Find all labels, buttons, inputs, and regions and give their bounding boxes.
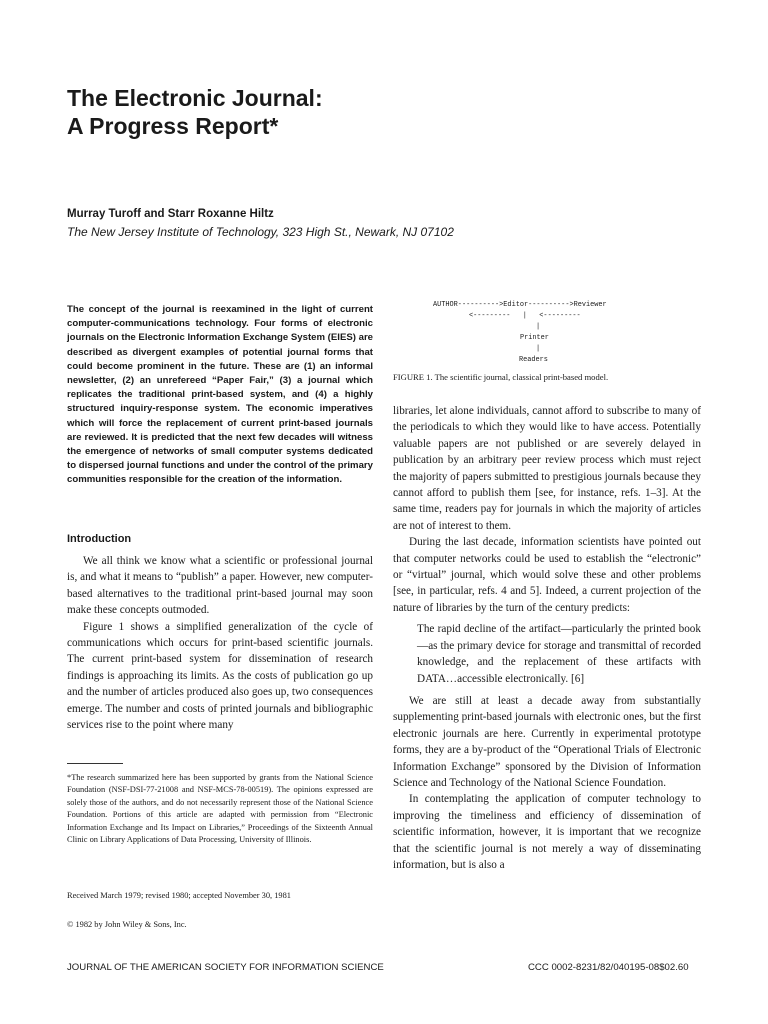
- author-affiliation: The New Jersey Institute of Technology, 323 High St., Newark, NJ 07102: [67, 225, 454, 239]
- footnote-divider: [67, 763, 123, 764]
- article-title: [67, 84, 687, 140]
- figure-line-2: <--------- | <---------: [469, 312, 581, 320]
- block-quote: The rapid decline of the artifact—particularly the printed book—as the primary device for storage and transmittal of recorded knowledge, and the replacement of these artifacts with DATA…accessible electronically. [6]: [417, 623, 701, 685]
- section-heading-introduction: Introduction: [67, 533, 132, 545]
- figure-line-4: Printer: [520, 334, 549, 342]
- right-paragraph-1: libraries, let alone individuals, cannot afford to subscribe to many of the periodicals to which they would like to have access. Potentially valuable papers are not published or are severely delayed in publication by an arbitrary peer review process which must reject the majority of papers submitted to prestigious journals because they cannot afford to publish them [see, for instance, refs. 1–3]. At the same time, readers pay for journals in which the majority of articles are not of interest to them.: [393, 405, 701, 532]
- figure-line-3: |: [536, 323, 541, 331]
- right-column-body: [393, 403, 701, 873]
- copyright-notice: © 1982 by John Wiley & Sons, Inc.: [67, 920, 187, 929]
- title-line-2: A Progress Report*: [67, 113, 279, 139]
- author-names: Murray Turoff and Starr Roxanne Hiltz: [67, 208, 274, 220]
- received-dates: Received March 1979; revised 1980; accepted November 30, 1981: [67, 891, 291, 900]
- intro-paragraph-2: Figure 1 shows a simplified generalization of the cycle of communications which occurs for print-based scientific journals. The current print-based system for dissemination of research findings is approaching its limits. As the costs of publication go up and the number of articles produced also goes up, two consequences emerge. The number and costs of printed journals and bibliographic services rise to the point where many: [67, 620, 374, 732]
- figure-line-6: Readers: [519, 356, 548, 364]
- right-paragraph-4: In contemplating the application of computer technology to improving the timeliness and efficiency of dissemination of scientific information, however, it is important that we recognize that the scientific journal is not merely a way of disseminating information, but is also a: [393, 793, 701, 871]
- ccc-code: CCC 0002-8231/82/040195-08$02.60: [528, 962, 689, 973]
- intro-paragraph-1: We all think we know what a scientific or professional journal is, and what it means to “publish” a paper. However, new computer-based alternatives to the traditional print-based journal may soon make these concepts outmoded.: [67, 555, 373, 617]
- right-paragraph-2: During the last decade, information scientists have pointed out that computer networks could be used to establish the “electronic” or “virtual” journal, which would solve these and other problems [see, in particular, refs. 4 and 5]. Indeed, a current projection of the nature of libraries by the turn of the century predicts:: [393, 536, 701, 614]
- left-column-body: [67, 553, 373, 733]
- figure-line-1: AUTHOR---------->Editor---------->Reviewer: [433, 301, 607, 309]
- footnote: *The research summarized here has been supported by grants from the National Science Foundation (NSF-DSI-77-21008 and NSF-MCS-78-00519). The opinions expressed are solely those of the authors, and do not necessarily represent those of the National Science Foundation. Portions of this article are adapted with permission from “Electronic Information Exchange and Its Impact on Libraries,” Proceedings of the Sixteenth Annual Clinic on Library Applications of Data Processing, University of Illinois.: [67, 773, 373, 845]
- figure-1-diagram: [393, 300, 693, 366]
- title-line-1: The Electronic Journal:: [67, 85, 323, 111]
- figure-1-caption: FIGURE 1. The scientific journal, classical print-based model.: [393, 372, 609, 382]
- right-paragraph-3: We are still at least a decade away from substantially supplementing print-based journals with electronic ones, but the first electronic journals are here. Currently in experimental prototype forms, they are a by-product of the “Operational Trials of Electronic Information Exchange” sponsored by the Division of Information Science and Technology of the National Science Foundation.: [393, 694, 701, 789]
- abstract: The concept of the journal is reexamined in the light of current computer-communications technology. Four forms of electronic journals on the Electronic Information Exchange System (EIES) are described as divergent examples of potential journal forms that could become prominent in the future. These are (1) an informal newsletter, (2) an unrefereed “Paper Fair,” (3) a journal which replicates the traditional print-based system, and (4) a highly structured inquiry-response system. The economic imperatives which will force the replacement of current print-based journals are reviewed. It is predicted that the next few decades will witness the emergence of networks of small computer systems dedicated to dispersed journal functions and under the control of the primary communities responsible for the creation of the information.: [67, 304, 374, 486]
- figure-line-5: |: [536, 345, 541, 353]
- journal-footer: JOURNAL OF THE AMERICAN SOCIETY FOR INFORMATION SCIENCE: [67, 962, 384, 973]
